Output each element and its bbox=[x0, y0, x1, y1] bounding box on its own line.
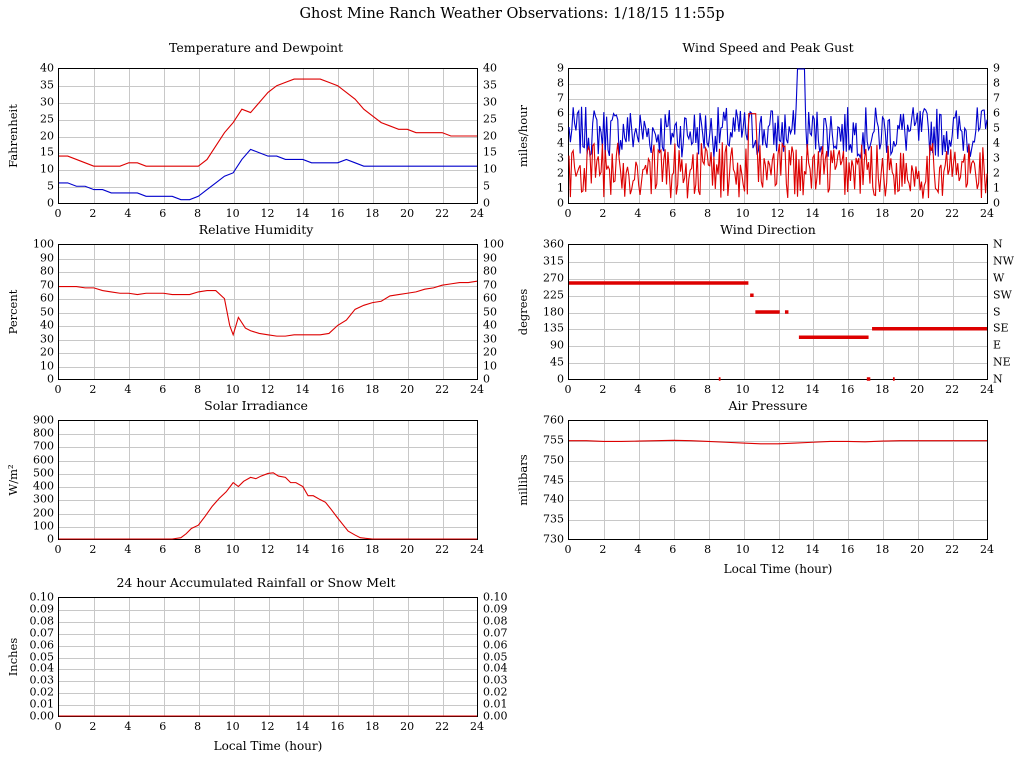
x-tick-label: 20 bbox=[400, 720, 415, 733]
y-tick-label-left: 0.10 bbox=[29, 590, 54, 604]
x-tick-label: 12 bbox=[260, 383, 275, 396]
y-tick-label-left: 0 bbox=[557, 196, 564, 210]
x-tick-label: 0 bbox=[54, 720, 62, 733]
plot-data-pressure bbox=[569, 421, 987, 539]
chart-panel-temperature bbox=[0, 40, 512, 225]
y-tick-label-right: 2 bbox=[993, 166, 1000, 180]
x-tick-label: 2 bbox=[89, 543, 97, 556]
x-tick-label: 0 bbox=[54, 543, 62, 556]
x-tick-label: 2 bbox=[599, 383, 607, 396]
y-axis-title: Inches bbox=[6, 637, 20, 677]
x-tick-label: 2 bbox=[599, 543, 607, 556]
y-tick-label-left: 7 bbox=[557, 91, 564, 105]
chart-panel-humidity bbox=[0, 222, 512, 407]
x-tick-label: 22 bbox=[945, 207, 960, 220]
x-tick-label: 6 bbox=[159, 543, 167, 556]
x-tick-label: 8 bbox=[704, 383, 712, 396]
y-tick-label-right: 9 bbox=[993, 61, 1000, 75]
chart-title-humidity: Relative Humidity bbox=[198, 222, 314, 237]
chart-title-solar: Solar Irradiance bbox=[204, 398, 308, 413]
x-axis-title: Local Time (hour) bbox=[213, 739, 323, 753]
y-tick-label-left: 40 bbox=[40, 61, 54, 75]
x-tick-label: 10 bbox=[225, 720, 240, 733]
x-tick-label: 12 bbox=[770, 207, 785, 220]
x-tick-label: 0 bbox=[54, 207, 62, 220]
y-tick-label-left: 225 bbox=[543, 288, 564, 302]
y-tick-label-left: 8 bbox=[557, 76, 564, 90]
x-tick-label: 8 bbox=[194, 207, 202, 220]
x-tick-label: 16 bbox=[330, 543, 345, 556]
x-tick-label: 20 bbox=[400, 383, 415, 396]
y-tick-label-left: 730 bbox=[543, 532, 564, 546]
x-tick-label: 12 bbox=[260, 543, 275, 556]
y-tick-label-left: 180 bbox=[543, 305, 564, 318]
x-tick-label: 4 bbox=[124, 543, 132, 556]
x-tick-label: 14 bbox=[295, 543, 310, 556]
y-tick-label-left: 0.07 bbox=[29, 626, 54, 640]
y-tick-label-left: 45 bbox=[550, 355, 564, 369]
y-tick-label-left: 0 bbox=[47, 372, 54, 386]
x-tick-label: 20 bbox=[910, 543, 925, 556]
y-tick-label-right: 3 bbox=[993, 151, 1000, 165]
y-tick-label-left: 20 bbox=[40, 129, 54, 142]
plot-area-rainfall bbox=[58, 597, 478, 717]
x-tick-label: 24 bbox=[980, 383, 994, 396]
y-tick-label-right: 40 bbox=[483, 61, 497, 75]
y-tick-label-left: 15 bbox=[40, 145, 54, 159]
x-tick-label: 10 bbox=[225, 383, 240, 396]
y-tick-label-left: 30 bbox=[40, 95, 54, 109]
x-tick-label: 12 bbox=[770, 543, 785, 556]
plot-area-pressure bbox=[568, 420, 988, 540]
chart-panel-solar bbox=[0, 398, 512, 583]
x-tick-label: 18 bbox=[875, 383, 890, 396]
x-tick-label: 24 bbox=[470, 543, 484, 556]
y-tick-label-left: 0.08 bbox=[29, 614, 54, 628]
x-tick-label: 0 bbox=[564, 543, 572, 556]
y-tick-label-left: 50 bbox=[40, 305, 54, 318]
x-axis-title: Local Time (hour) bbox=[723, 562, 833, 576]
x-tick-label: 22 bbox=[435, 720, 450, 733]
x-tick-label: 22 bbox=[435, 207, 450, 220]
x-tick-label: 2 bbox=[89, 720, 97, 733]
y-tick-label-left: 0.05 bbox=[29, 650, 54, 663]
y-tick-label-left: 0 bbox=[557, 372, 564, 386]
y-tick-label-left: 745 bbox=[543, 473, 564, 486]
x-tick-label: 4 bbox=[634, 207, 642, 220]
x-tick-label: 18 bbox=[365, 543, 380, 556]
x-tick-label: 22 bbox=[945, 383, 960, 396]
y-tick-label-left: 0 bbox=[47, 532, 54, 546]
y-tick-label-left: 740 bbox=[543, 492, 564, 506]
y-tick-label-left: 135 bbox=[543, 321, 564, 335]
y-tick-label-left: 10 bbox=[40, 162, 54, 176]
y-tick-label-right: 30 bbox=[483, 95, 497, 109]
y-tick-label-right: 0.01 bbox=[483, 697, 508, 711]
chart-title-pressure: Air Pressure bbox=[728, 398, 808, 413]
y-tick-label-right: 1 bbox=[993, 181, 1000, 195]
x-tick-label: 4 bbox=[124, 383, 132, 396]
y-tick-label-compass: NE bbox=[993, 355, 1011, 369]
x-tick-label: 0 bbox=[564, 383, 572, 396]
y-tick-label-left: 60 bbox=[40, 291, 54, 305]
chart-title-winddir: Wind Direction bbox=[720, 222, 816, 237]
x-tick-label: 18 bbox=[365, 383, 380, 396]
y-tick-label-left: 100 bbox=[33, 237, 54, 251]
x-tick-label: 20 bbox=[910, 383, 925, 396]
y-tick-label-left: 735 bbox=[543, 512, 564, 526]
y-tick-label-left: 90 bbox=[40, 251, 54, 264]
y-tick-label-right: 60 bbox=[483, 291, 497, 305]
x-tick-label: 14 bbox=[805, 207, 820, 220]
x-tick-label: 4 bbox=[634, 383, 642, 396]
chart-panel-pressure bbox=[512, 398, 1024, 598]
y-tick-label-right: 0.10 bbox=[483, 590, 508, 604]
y-tick-label-left: 600 bbox=[33, 453, 54, 467]
y-tick-label-left: 0.01 bbox=[29, 697, 54, 711]
y-tick-label-compass: E bbox=[993, 338, 1002, 352]
x-tick-label: 22 bbox=[945, 543, 960, 556]
y-tick-label-right: 5 bbox=[993, 121, 1000, 135]
y-tick-label-right: 40 bbox=[483, 318, 497, 332]
y-axis-title: degrees bbox=[516, 288, 530, 336]
x-tick-label: 16 bbox=[840, 207, 855, 220]
x-tick-label: 8 bbox=[704, 543, 712, 556]
x-tick-label: 0 bbox=[54, 383, 62, 396]
plot-area-temperature bbox=[58, 68, 478, 204]
x-tick-label: 2 bbox=[89, 207, 97, 220]
y-tick-label-left: 0.03 bbox=[29, 673, 54, 687]
x-tick-label: 6 bbox=[159, 207, 167, 220]
y-tick-label-right: 0.02 bbox=[483, 685, 508, 699]
y-tick-label-left: 9 bbox=[557, 61, 564, 75]
x-tick-label: 10 bbox=[225, 543, 240, 556]
plot-data-solar bbox=[59, 421, 477, 539]
x-tick-label: 6 bbox=[669, 543, 677, 556]
y-tick-label-left: 0 bbox=[47, 196, 54, 210]
plot-area-humidity bbox=[58, 244, 478, 380]
y-tick-label-left: 10 bbox=[40, 359, 54, 372]
x-tick-label: 10 bbox=[735, 383, 750, 396]
y-tick-label-right: 80 bbox=[483, 264, 497, 278]
y-axis-title: W/m² bbox=[6, 464, 20, 496]
x-tick-label: 4 bbox=[124, 207, 132, 220]
y-tick-label-left: 5 bbox=[47, 179, 54, 193]
y-tick-label-left: 0.06 bbox=[29, 638, 54, 652]
y-tick-label-right: 10 bbox=[483, 359, 497, 372]
y-tick-label-left: 30 bbox=[40, 332, 54, 345]
x-tick-label: 18 bbox=[365, 207, 380, 220]
y-tick-label-compass: N bbox=[993, 237, 1003, 251]
chart-title-temperature: Temperature and Dewpoint bbox=[168, 40, 344, 55]
y-tick-label-left: 760 bbox=[543, 413, 564, 427]
x-tick-label: 16 bbox=[330, 383, 345, 396]
x-tick-label: 14 bbox=[805, 383, 820, 396]
y-tick-label-right: 0.03 bbox=[483, 673, 508, 687]
plot-area-winddir bbox=[568, 244, 988, 380]
x-tick-label: 14 bbox=[805, 543, 820, 556]
y-tick-label-left: 500 bbox=[33, 466, 54, 480]
x-tick-label: 12 bbox=[770, 383, 785, 396]
y-tick-label-left: 80 bbox=[40, 264, 54, 278]
y-tick-label-left: 1 bbox=[557, 181, 564, 195]
y-tick-label-right: 50 bbox=[483, 305, 497, 318]
y-tick-label-left: 0.02 bbox=[29, 685, 54, 699]
y-tick-label-compass: W bbox=[993, 271, 1005, 285]
x-tick-label: 16 bbox=[840, 383, 855, 396]
y-tick-label-right: 100 bbox=[483, 237, 504, 251]
y-tick-label-right: 20 bbox=[483, 129, 497, 142]
x-tick-label: 2 bbox=[599, 207, 607, 220]
plot-data-humidity bbox=[59, 245, 477, 379]
y-tick-label-left: 750 bbox=[543, 453, 564, 467]
y-tick-label-left: 90 bbox=[550, 338, 564, 352]
y-tick-label-left: 2 bbox=[557, 166, 564, 180]
x-tick-label: 10 bbox=[735, 207, 750, 220]
x-tick-label: 18 bbox=[875, 207, 890, 220]
x-tick-label: 2 bbox=[89, 383, 97, 396]
x-tick-label: 10 bbox=[225, 207, 240, 220]
y-tick-label-left: 40 bbox=[40, 318, 54, 332]
y-tick-label-right: 90 bbox=[483, 251, 497, 264]
x-tick-label: 0 bbox=[564, 207, 572, 220]
x-tick-label: 8 bbox=[194, 543, 202, 556]
x-tick-label: 12 bbox=[260, 207, 275, 220]
x-tick-label: 8 bbox=[194, 383, 202, 396]
x-tick-label: 8 bbox=[194, 720, 202, 733]
y-tick-label-right: 0.04 bbox=[483, 661, 508, 675]
y-tick-label-left: 200 bbox=[33, 506, 54, 520]
y-tick-label-right: 0.07 bbox=[483, 626, 508, 640]
y-tick-label-right: 0.05 bbox=[483, 650, 508, 663]
chart-panel-rainfall bbox=[0, 575, 512, 775]
y-tick-label-right: 35 bbox=[483, 78, 497, 92]
y-axis-title: miles/hour bbox=[516, 104, 530, 168]
y-tick-label-right: 10 bbox=[483, 162, 497, 176]
x-tick-label: 16 bbox=[330, 207, 345, 220]
plot-data-rainfall bbox=[59, 598, 477, 716]
x-tick-label: 4 bbox=[634, 543, 642, 556]
y-axis-title: Percent bbox=[6, 289, 20, 335]
x-tick-label: 6 bbox=[669, 383, 677, 396]
y-tick-label-right: 0 bbox=[483, 372, 490, 386]
x-tick-label: 24 bbox=[980, 207, 994, 220]
chart-title-wind: Wind Speed and Peak Gust bbox=[682, 40, 854, 55]
plot-data-winddir bbox=[569, 245, 987, 379]
y-tick-label-right: 0.00 bbox=[483, 709, 508, 723]
x-tick-label: 14 bbox=[295, 720, 310, 733]
x-tick-label: 8 bbox=[704, 207, 712, 220]
x-tick-label: 4 bbox=[124, 720, 132, 733]
chart-panel-winddir bbox=[512, 222, 1024, 407]
x-tick-label: 16 bbox=[330, 720, 345, 733]
x-tick-label: 20 bbox=[400, 543, 415, 556]
x-tick-label: 22 bbox=[435, 383, 450, 396]
x-tick-label: 6 bbox=[159, 383, 167, 396]
y-tick-label-left: 4 bbox=[557, 136, 564, 150]
y-tick-label-right: 20 bbox=[483, 345, 497, 359]
x-tick-label: 22 bbox=[435, 543, 450, 556]
x-tick-label: 20 bbox=[910, 207, 925, 220]
y-tick-label-left: 3 bbox=[557, 151, 564, 165]
y-axis-title: millibars bbox=[516, 454, 530, 506]
x-tick-label: 6 bbox=[669, 207, 677, 220]
chart-panel-wind bbox=[512, 40, 1024, 225]
plot-area-solar bbox=[58, 420, 478, 540]
y-tick-label-left: 900 bbox=[33, 413, 54, 427]
y-tick-label-right: 5 bbox=[483, 179, 490, 193]
plot-data-temperature bbox=[59, 69, 477, 203]
y-tick-label-compass: SE bbox=[993, 321, 1009, 335]
y-tick-label-right: 8 bbox=[993, 76, 1000, 90]
x-tick-label: 18 bbox=[875, 543, 890, 556]
y-tick-label-right: 0.09 bbox=[483, 602, 508, 616]
x-tick-label: 6 bbox=[159, 720, 167, 733]
y-tick-label-left: 300 bbox=[33, 492, 54, 506]
x-tick-label: 10 bbox=[735, 543, 750, 556]
x-tick-label: 12 bbox=[260, 720, 275, 733]
y-tick-label-compass: N bbox=[993, 372, 1003, 386]
plot-area-wind bbox=[568, 68, 988, 204]
x-tick-label: 16 bbox=[840, 543, 855, 556]
plot-data-wind bbox=[569, 69, 987, 203]
y-tick-label-left: 70 bbox=[40, 278, 54, 291]
y-tick-label-right: 4 bbox=[993, 136, 1000, 150]
y-tick-label-compass: NW bbox=[993, 254, 1014, 268]
y-tick-label-right: 0 bbox=[483, 196, 490, 210]
y-tick-label-right: 30 bbox=[483, 332, 497, 345]
y-tick-label-left: 400 bbox=[33, 479, 54, 493]
y-tick-label-left: 20 bbox=[40, 345, 54, 359]
y-tick-label-left: 360 bbox=[543, 237, 564, 251]
y-tick-label-left: 25 bbox=[40, 112, 54, 126]
x-tick-label: 18 bbox=[365, 720, 380, 733]
y-tick-label-left: 0.09 bbox=[29, 602, 54, 616]
y-tick-label-left: 700 bbox=[33, 439, 54, 453]
y-tick-label-left: 6 bbox=[557, 106, 564, 120]
y-tick-label-right: 0.08 bbox=[483, 614, 508, 628]
y-tick-label-left: 35 bbox=[40, 78, 54, 92]
y-tick-label-right: 0 bbox=[993, 196, 1000, 210]
y-tick-label-compass: S bbox=[993, 305, 1001, 318]
y-tick-label-right: 70 bbox=[483, 278, 497, 291]
x-tick-label: 24 bbox=[470, 207, 484, 220]
x-tick-label: 24 bbox=[980, 543, 994, 556]
y-tick-label-left: 315 bbox=[543, 254, 564, 268]
y-tick-label-left: 0.04 bbox=[29, 661, 54, 675]
y-tick-label-left: 5 bbox=[557, 121, 564, 135]
y-tick-label-compass: SW bbox=[993, 288, 1012, 302]
y-tick-label-right: 25 bbox=[483, 112, 497, 126]
y-tick-label-left: 755 bbox=[543, 433, 564, 447]
x-tick-label: 20 bbox=[400, 207, 415, 220]
page-title: Ghost Mine Ranch Weather Observations: 1/18/15 11:55p bbox=[299, 6, 725, 22]
y-axis-title: Fahrenheit bbox=[6, 104, 20, 168]
chart-title-rainfall: 24 hour Accumulated Rainfall or Snow Melt bbox=[116, 575, 396, 590]
y-tick-label-right: 0.06 bbox=[483, 638, 508, 652]
y-tick-label-left: 800 bbox=[33, 426, 54, 440]
y-tick-label-left: 270 bbox=[543, 271, 564, 285]
x-tick-label: 24 bbox=[470, 720, 484, 733]
y-tick-label-right: 15 bbox=[483, 145, 497, 159]
y-tick-label-right: 7 bbox=[993, 91, 1000, 105]
x-tick-label: 24 bbox=[470, 383, 484, 396]
y-tick-label-left: 0.00 bbox=[29, 709, 54, 723]
x-tick-label: 14 bbox=[295, 207, 310, 220]
x-tick-label: 14 bbox=[295, 383, 310, 396]
y-tick-label-right: 6 bbox=[993, 106, 1000, 120]
y-tick-label-left: 100 bbox=[33, 519, 54, 533]
